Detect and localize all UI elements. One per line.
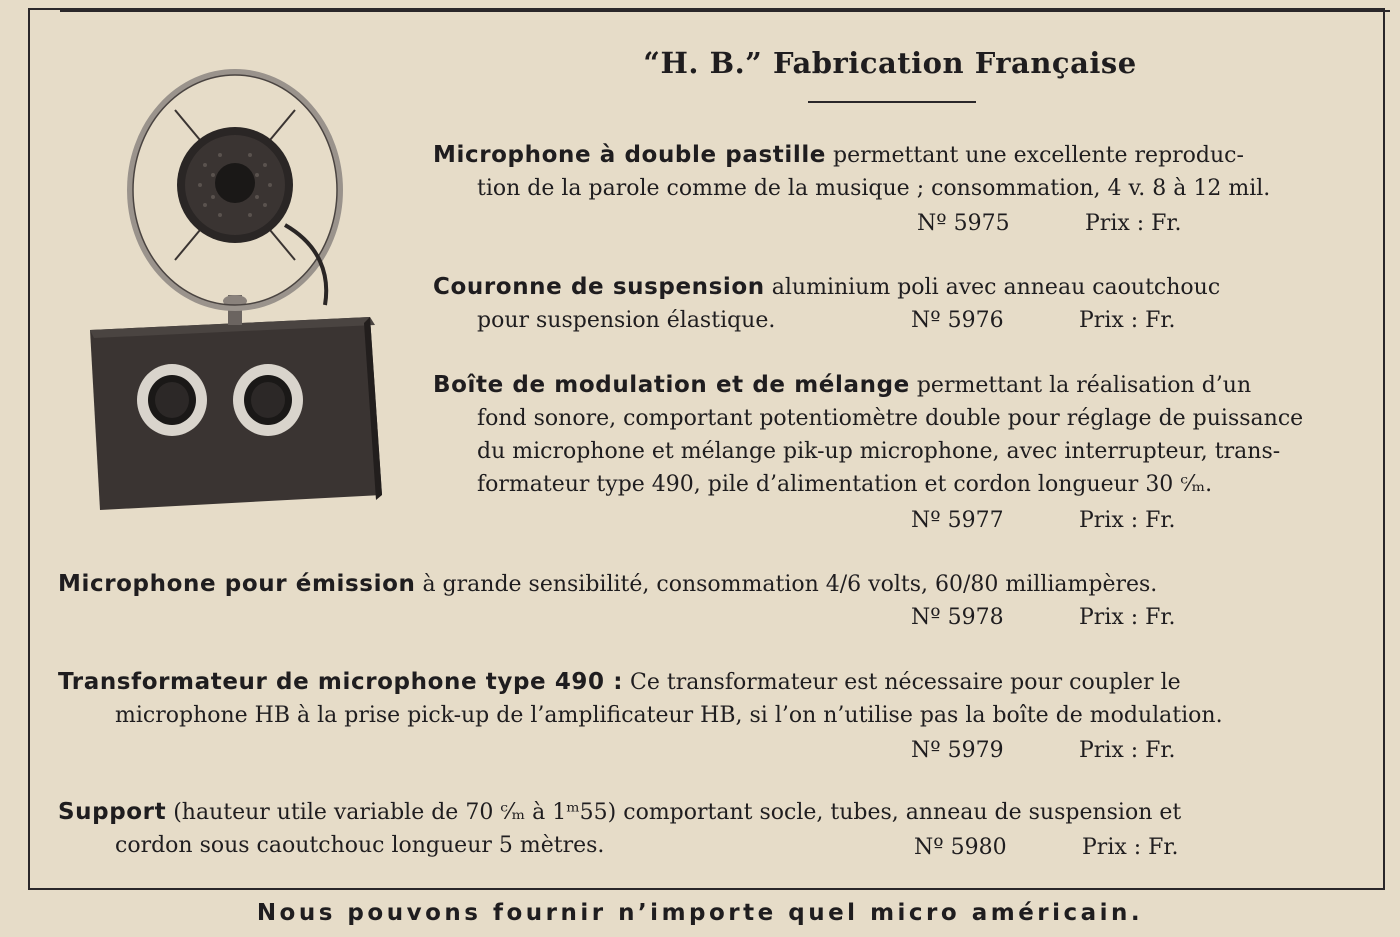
entry-text: formateur type 490, pile d’alimentation et cordon longueur 30 ᶜ⁄ₘ.: [477, 472, 1213, 497]
entry-text: microphone HB à la prise pick-up de l’amplificateur HB, si l’on n’utilise pas la boîte de modulation.: [115, 703, 1223, 728]
microphone-on-mixing-box-illustration: [80, 55, 390, 535]
page-title: “H. B.” Fabrication Française: [643, 46, 1137, 80]
entry-text: aluminium poli avec anneau caoutchouc: [764, 275, 1221, 300]
entry-text: à grande sensibilité, consommation 4/6 volts, 60/80 milliampères.: [415, 572, 1158, 597]
entry-text: pour suspension élastique.: [477, 308, 776, 333]
entry-microphone-emission: [58, 568, 1358, 601]
title-underline: [808, 101, 976, 103]
entry-text: (hauteur utile variable de 70 ᶜ⁄ₘ à 1ᵐ55) comportant socle, tubes, anneau de suspension et: [166, 800, 1182, 825]
reference-number: Nº 5977: [911, 508, 1004, 533]
entry-couronne-suspension: [433, 271, 1353, 337]
entry-text: du microphone et mélange pik-up microphone, avec interrupteur, trans-: [477, 439, 1281, 464]
reference-number: Nº 5978: [911, 605, 1004, 630]
reference-number: Nº 5975: [917, 211, 1010, 236]
entry-title: Transformateur de microphone type 490 :: [58, 669, 624, 695]
entry-title: Boîte de modulation et de mélange: [433, 372, 910, 398]
entry-text: permettant une excellente reproduc-: [826, 143, 1244, 168]
reference-number: Nº 5976: [911, 308, 1004, 333]
price-label: Prix : Fr.: [1079, 308, 1176, 333]
reference-number: Nº 5979: [911, 738, 1004, 763]
entry-title: Microphone à double pastille: [433, 142, 827, 168]
price-label: Prix : Fr.: [1079, 605, 1176, 630]
entry-text: cordon sous caoutchouc longueur 5 mètres.: [115, 833, 605, 858]
price-label: Prix : Fr.: [1085, 211, 1182, 236]
entry-text: fond sonore, comportant potentiomètre double pour réglage de puissance: [477, 406, 1304, 431]
entry-boite-modulation: [433, 369, 1353, 501]
entry-text: Ce transformateur est nécessaire pour coupler le: [623, 670, 1181, 695]
entry-text: tion de la parole comme de la musique ; consommation, 4 v. 8 à 12 mil.: [477, 176, 1271, 201]
entry-microphone-double-pastille: [433, 139, 1353, 205]
reference-number: Nº 5980: [914, 835, 1007, 860]
footer-slogan: Nous pouvons fournir n’importe quel micro américain.: [256, 900, 1144, 926]
entry-title: Microphone pour émission: [58, 571, 416, 597]
entry-title: Couronne de suspension: [433, 274, 765, 300]
price-label: Prix : Fr.: [1082, 835, 1179, 860]
entry-transformateur-490: [58, 666, 1358, 732]
entry-title: Support: [58, 799, 167, 825]
price-label: Prix : Fr.: [1079, 738, 1176, 763]
entry-text: permettant la réalisation d’un: [909, 373, 1252, 398]
price-label: Prix : Fr.: [1079, 508, 1176, 533]
